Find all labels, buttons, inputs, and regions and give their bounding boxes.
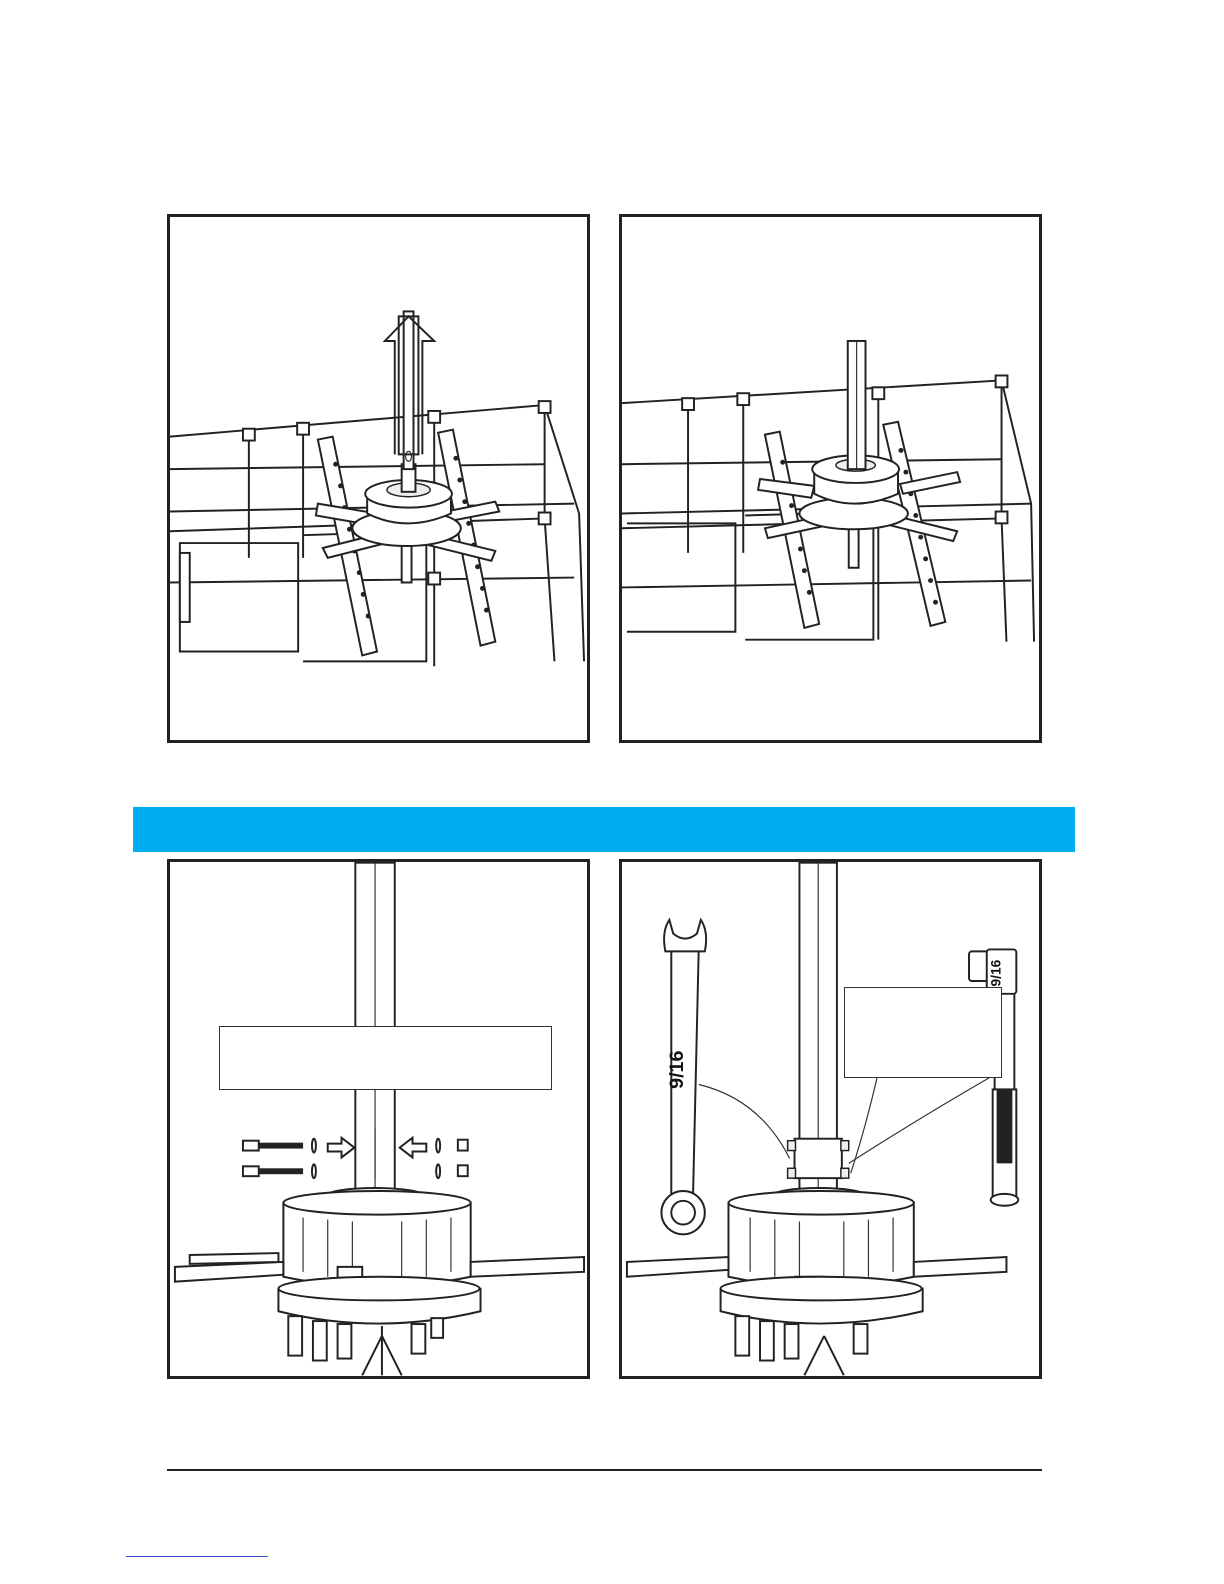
callout-box-left: [219, 1026, 552, 1090]
tighten-bolts-illustration: [622, 862, 1039, 1376]
callout-box-right: [844, 987, 1002, 1078]
section-header-band: [133, 807, 1075, 852]
step-panel-remove-pin: [167, 214, 590, 743]
mast-inserted-illustration: [622, 217, 1039, 740]
bolt-mast-illustration: [170, 862, 587, 1376]
wrench-size-label: 9/16: [666, 1050, 689, 1089]
step-panel-bolt-mast: [167, 859, 590, 1379]
footer-rule: [167, 1469, 1042, 1471]
step-panel-tighten-bolts: [619, 859, 1042, 1379]
remove-pin-illustration: [170, 217, 587, 740]
bottom-link-underline[interactable]: [126, 1556, 268, 1557]
step-panel-mast-inserted: [619, 214, 1042, 743]
socket-size-label: 9/16: [988, 959, 1004, 987]
